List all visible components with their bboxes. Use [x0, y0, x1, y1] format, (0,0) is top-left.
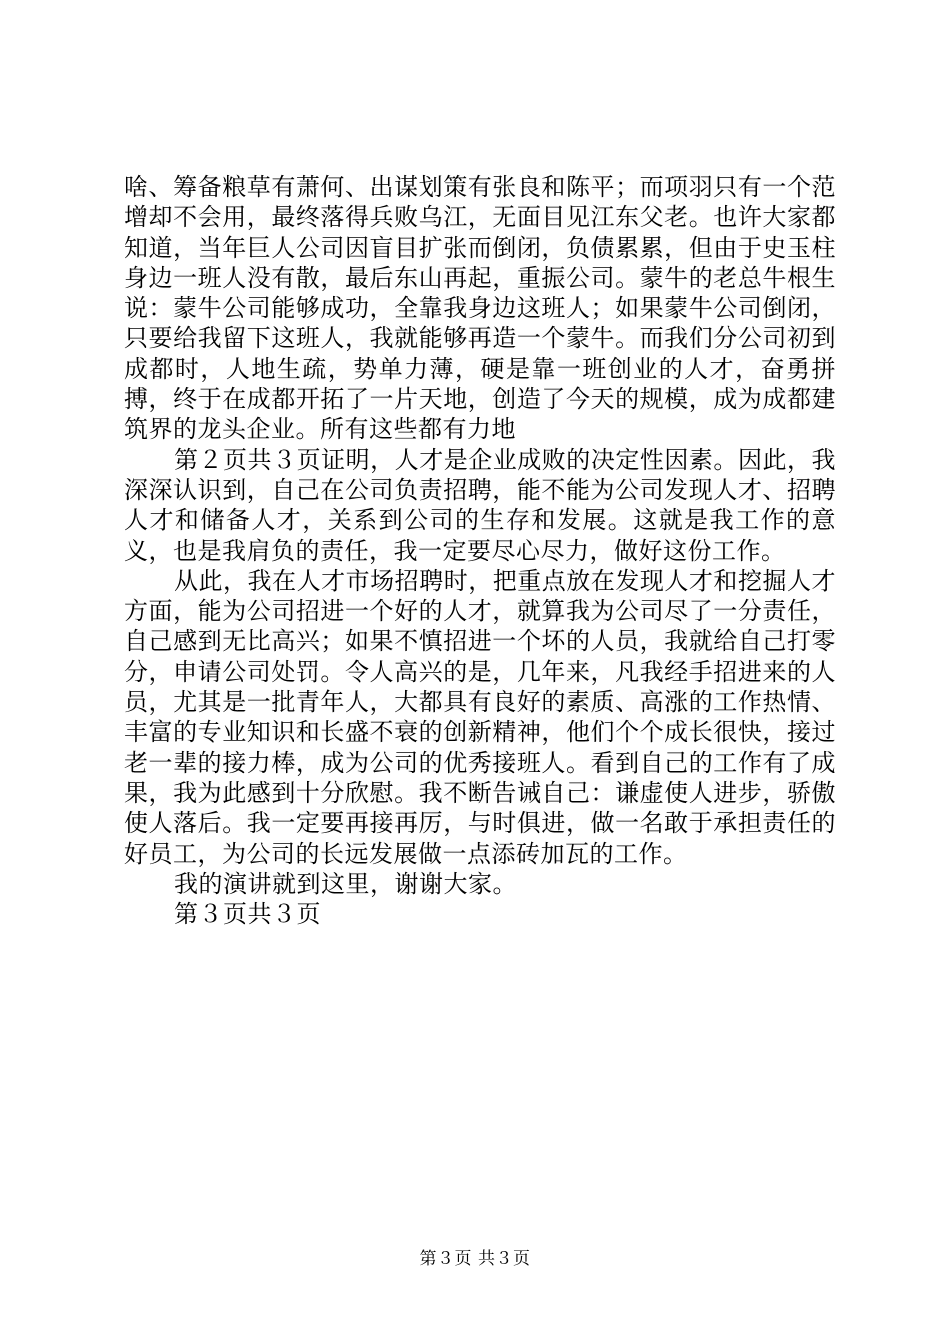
page-footer: 第３页 共３页	[419, 1249, 531, 1269]
paragraph-3: 从此，我在人才市场招聘时，把重点放在发现人才和挖掘人才方面，能为公司招进一个好的人才，就算我为公司尽了一分责任，自己感到无比高兴；如果不慎招进一个坏的人员，我就给自己打零分，申请公司处罚。令人高兴的是，几年来，凡我经手招进来的人员，尤其是一批青年人，大都具有良好的素质、高涨的工作热情、丰富的专业知识和长盛不衰的创新精神，他们个个成长很快，接过老一辈的接力棒，成为公司的优秀接班人。看到自己的工作有了成果，我为此感到十分欣慰。我不断告诫自己：谦虚使人进步，骄傲使人落后。我一定要再接再厉，与时俱进，做一名敢于承担责任的好员工，为公司的长远发展做一点添砖加瓦的工作。	[124, 566, 836, 868]
paragraph-2: 第２页共３页证明，人才是企业成败的决定性因素。因此，我深深认识到，自己在公司负责招聘，能不能为公司发现人才、招聘人才和储备人才，关系到公司的生存和发展。这就是我工作的意义，也是我肩负的责任，我一定要尽心尽力，做好这份工作。	[124, 445, 836, 565]
paragraph-closing: 我的演讲就到这里，谢谢大家。	[174, 869, 517, 898]
document-body	[124, 172, 836, 929]
inline-page-number: 第３页共３页	[174, 900, 321, 929]
paragraph-1: 啥、筹备粮草有萧何、出谋划策有张良和陈平；而项羽只有一个范增却不会用，最终落得兵败乌江，无面目见江东父老。也许大家都知道，当年巨人公司因盲目扩张而倒闭，负债累累，但由于史玉柱身边一班人没有散，最后东山再起，重振公司。蒙牛的老总牛根生说：蒙牛公司能够成功，全靠我身边这班人；如果蒙牛公司倒闭，只要给我留下这班人，我就能够再造一个蒙牛。而我们分公司初到成都时，人地生疏，势单力薄，硬是靠一班创业的人才，奋勇拼搏，终于在成都开拓了一片天地，创造了今天的规模，成为成都建筑界的龙头企业。所有这些都有力地	[124, 173, 836, 444]
